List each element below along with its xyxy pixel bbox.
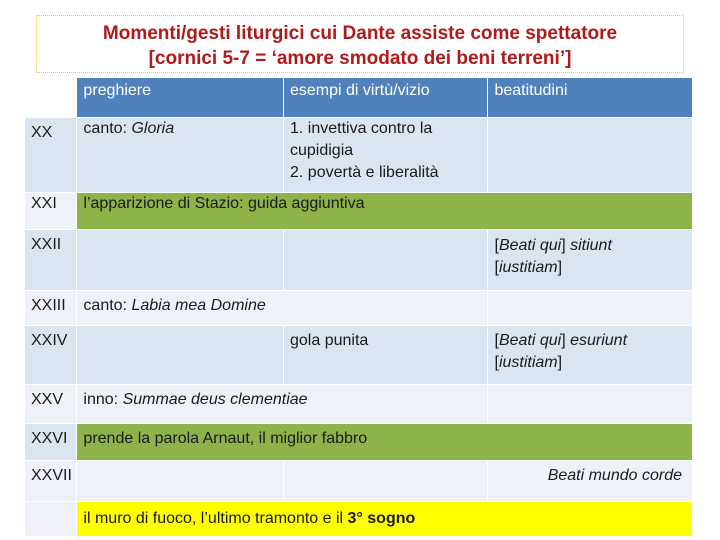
esempi-xxvii — [284, 461, 488, 502]
esempi-xxii — [284, 230, 488, 291]
row-xxii — [25, 230, 693, 291]
preghiere-prefix: canto: — [83, 120, 132, 137]
row-xxiv — [25, 326, 693, 385]
preghiere-xxiv — [77, 326, 284, 385]
beatitudini-xxv — [488, 385, 693, 424]
beatitudini-xxiii — [488, 291, 693, 326]
beatitudini-xxiv: [Beati qui] esuriunt [iustitiam] — [488, 326, 693, 385]
canto-label-xxvi: XXVI — [25, 424, 77, 461]
canto-label-xx: XX — [25, 118, 77, 193]
row-xxv — [25, 385, 693, 424]
preghiere-xxvii — [77, 461, 284, 502]
muro-di-fuoco-cell: il muro di fuoco, l’ultimo tramonto e il 3° sogno — [77, 502, 693, 537]
canto-label-xxi: XXI — [25, 193, 77, 230]
preghiere-xxii — [77, 230, 284, 291]
beatitudini-xxvii: Beati mundo corde — [488, 461, 693, 502]
arnaut-cell: prende la parola Arnaut, il miglior fabbro — [77, 424, 693, 461]
title-box — [36, 15, 684, 73]
preghiere-xxiii: canto: Labia mea Domine — [77, 291, 488, 326]
canto-label-xxiv: XXIV — [25, 326, 77, 385]
row-xxiii — [25, 291, 693, 326]
liturgy-table — [24, 77, 693, 537]
canto-label-xxv: XXV — [25, 385, 77, 424]
title-line-2: [cornici 5-7 = ‘amore smodato dei beni terreni’] — [148, 48, 572, 69]
beatitudini-xx — [488, 118, 693, 193]
row-xx — [25, 118, 693, 193]
header-beatitudini: beatitudini — [488, 78, 693, 118]
row-xxi — [25, 193, 693, 230]
canto-label-final — [25, 502, 77, 537]
header-preghiere: preghiere — [77, 78, 284, 118]
row-final — [25, 502, 693, 537]
header-esempi: esempi di virtù/vizio — [284, 78, 488, 118]
corner-cell — [25, 78, 77, 118]
preghiere-xx — [77, 118, 284, 193]
title-line-1: Momenti/gesti liturgici cui Dante assiste come spettatore — [102, 23, 618, 44]
esempi-xx — [284, 118, 488, 193]
row-xxvi — [25, 424, 693, 461]
header-row — [25, 78, 693, 118]
esempi-line: 1. invettiva contro la — [290, 120, 433, 137]
stazio-cell: l’apparizione di Stazio: guida aggiuntiva — [77, 193, 693, 230]
canto-label-xxii: XXII — [25, 230, 77, 291]
beatitudini-xxii: [Beati qui] sitiunt [iustitiam] — [488, 230, 693, 291]
canto-label-xxvii: XXVII — [25, 461, 77, 502]
esempi-line: cupidigia — [290, 142, 354, 159]
preghiere-title: Gloria — [131, 120, 175, 137]
canto-label-xxiii: XXIII — [25, 291, 77, 326]
esempi-line: 2. povertà e liberalità — [290, 164, 439, 181]
preghiere-xxv: inno: Summae deus clementiae — [77, 385, 488, 424]
row-xxvii — [25, 461, 693, 502]
esempi-xxiv: gola punita — [284, 326, 488, 385]
